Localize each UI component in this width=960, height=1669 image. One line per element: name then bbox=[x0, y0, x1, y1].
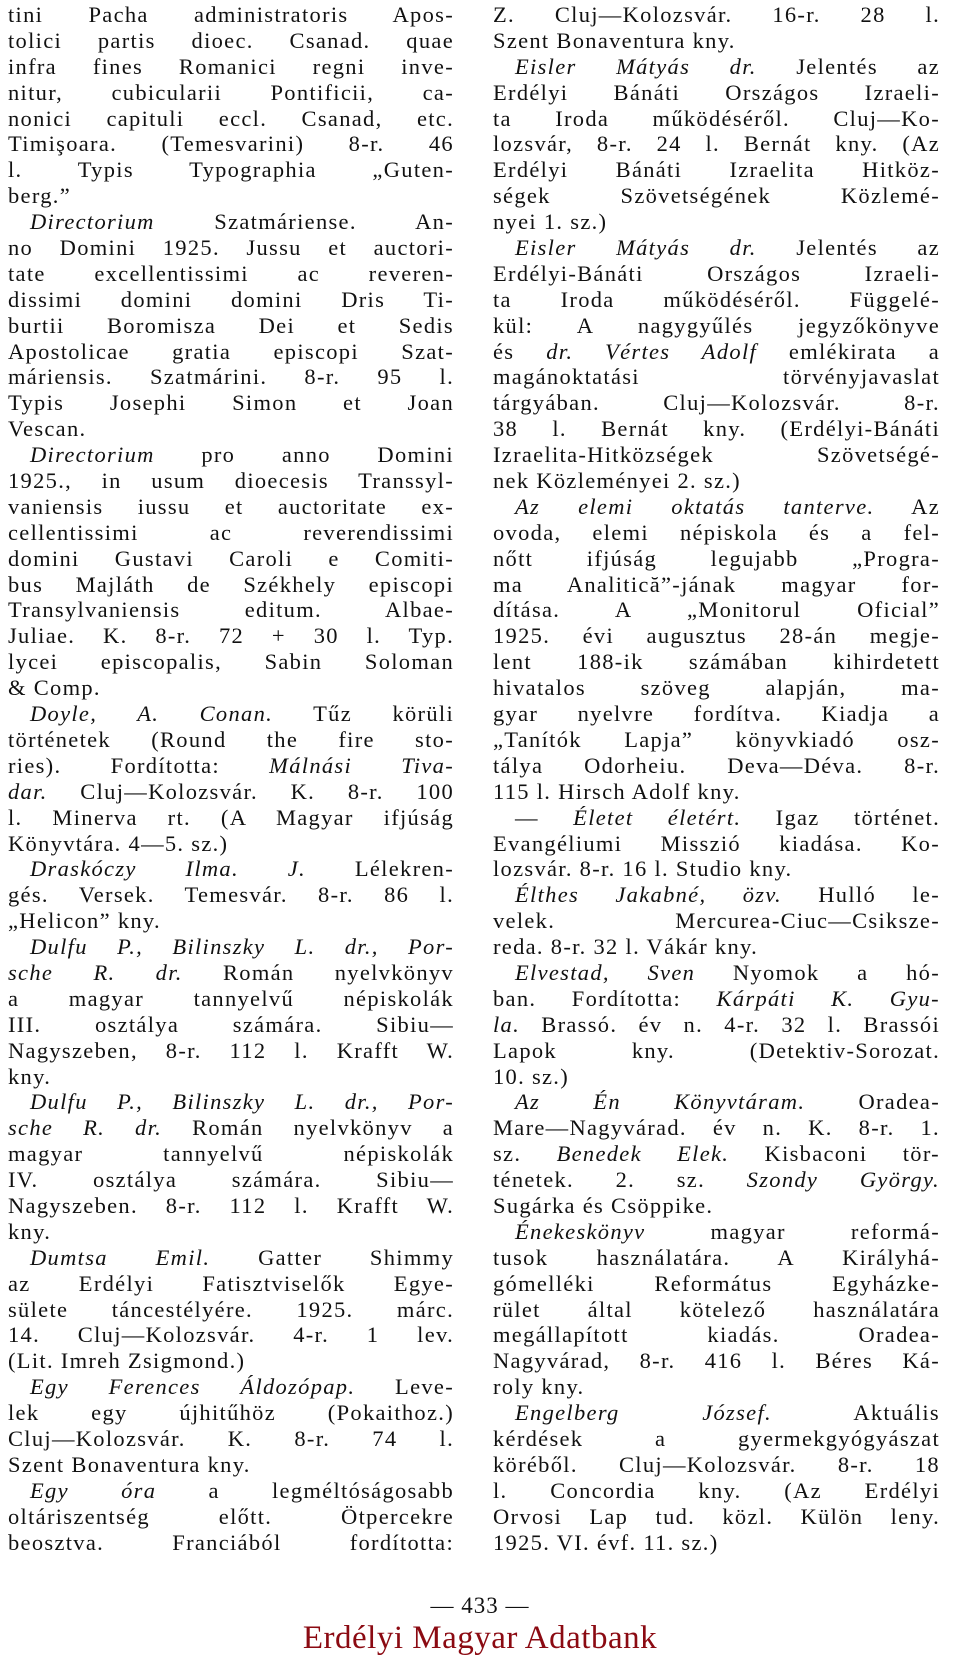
text-segment: ténetek. 2. sz. bbox=[493, 1167, 747, 1193]
text-segment: oltáriszentség előtt. Ötpercekre bbox=[8, 1503, 454, 1529]
text-segment: Tűz körüli bbox=[273, 701, 454, 727]
text-line bbox=[8, 106, 454, 132]
text-segment: kérdések a gyermekgyógyászat bbox=[493, 1425, 940, 1451]
italic-segment: dr. Vértes Adolf bbox=[546, 338, 758, 364]
text-line bbox=[493, 157, 940, 183]
text-line bbox=[8, 54, 454, 80]
text-segment: Gatter Shimmy bbox=[210, 1244, 454, 1270]
text-segment: Brassó. év n. 4-r. 32 l. Brassói bbox=[520, 1011, 940, 1037]
italic-segment: Szondy György. bbox=[746, 1167, 940, 1193]
text-line bbox=[8, 1530, 454, 1556]
text-segment: ban. Fordította: bbox=[493, 985, 717, 1011]
text-line bbox=[8, 287, 454, 313]
text-line bbox=[493, 597, 940, 623]
text-line bbox=[493, 1348, 940, 1374]
text-line bbox=[493, 856, 940, 882]
text-segment: Typis Josephi Simon et Joan bbox=[8, 390, 454, 416]
text-line bbox=[8, 1219, 454, 1245]
text-segment: infra fines Romanici regni inve- bbox=[8, 53, 454, 79]
italic-segment: Egy óra bbox=[30, 1477, 157, 1503]
text-line bbox=[493, 623, 940, 649]
text-segment: dítása. A „Monitorul Oficial” bbox=[493, 597, 940, 623]
text-line bbox=[493, 701, 940, 727]
text-segment: ta Iroda működéséről. Függelé- bbox=[493, 286, 940, 312]
text-segment: Szent Bonaventura kny. bbox=[8, 1451, 251, 1477]
text-line bbox=[493, 546, 940, 572]
text-segment: Orvosi Lap tud. közl. Külön leny. bbox=[493, 1503, 940, 1529]
text-segment: dissimi domini domini Dris Ti- bbox=[8, 286, 454, 312]
text-line bbox=[8, 960, 454, 986]
text-line bbox=[8, 546, 454, 572]
text-segment: (Lit. Imreh Zsigmond.) bbox=[8, 1348, 246, 1374]
text-line bbox=[8, 1193, 454, 1219]
text-line bbox=[8, 623, 454, 649]
text-segment: Izraelita-Hitközségek Szövetségé- bbox=[493, 442, 940, 468]
text-line bbox=[493, 1452, 940, 1478]
text-segment: Z. Cluj—Kolozsvár. 16-r. 28 l. bbox=[493, 2, 940, 27]
text-line bbox=[8, 209, 454, 235]
text-segment: Oradea- bbox=[805, 1089, 940, 1115]
text-line bbox=[493, 934, 940, 960]
text-line bbox=[8, 986, 454, 1012]
text-segment: Román nyelvkönyv a bbox=[162, 1115, 454, 1141]
text-segment: Könyvtára. 4—5. sz.) bbox=[8, 830, 229, 856]
text-line bbox=[8, 1322, 454, 1348]
text-segment: tini Pacha administratoris Apos- bbox=[8, 2, 454, 27]
text-line bbox=[493, 986, 940, 1012]
text-segment: ovoda, elemi népiskola és a fel- bbox=[493, 519, 940, 545]
text-segment: köréből. Cluj—Kolozsvár. 8-r. 18 bbox=[493, 1451, 940, 1477]
italic-segment: Egy Ferences Áldozópap. bbox=[30, 1374, 356, 1400]
text-segment: magyar reformá- bbox=[645, 1218, 940, 1244]
text-line bbox=[8, 649, 454, 675]
text-line bbox=[493, 209, 940, 235]
text-segment: Apostolicae gratia episcopi Szat- bbox=[8, 338, 454, 364]
text-line bbox=[8, 779, 454, 805]
text-line bbox=[8, 1167, 454, 1193]
text-line bbox=[493, 416, 940, 442]
text-segment: 115 l. Hirsch Adolf kny. bbox=[493, 778, 741, 804]
text-segment: Juliae. K. 8-r. 72 + 30 l. Typ. bbox=[8, 623, 454, 649]
italic-segment: Dumtsa Emil. bbox=[30, 1244, 211, 1270]
text-segment: lozsvár, 8-r. 24 l. Bernát kny. (Az bbox=[493, 131, 940, 157]
text-line bbox=[493, 1167, 940, 1193]
italic-segment: Dulfu P., Bilinszky L. dr., Por- bbox=[30, 934, 454, 960]
text-line bbox=[8, 1452, 454, 1478]
text-segment: 10. sz.) bbox=[493, 1063, 570, 1089]
text-segment: Nagyszeben, 8-r. 112 l. Krafft W. bbox=[8, 1037, 454, 1063]
italic-segment: Málnási Tiva- bbox=[269, 752, 454, 778]
text-segment: l. Minerva rt. (A Magyar ifjúság bbox=[8, 804, 454, 830]
text-line bbox=[8, 1478, 454, 1504]
text-segment: máriensis. Szatmárini. 8-r. 95 l. bbox=[8, 364, 454, 390]
text-segment: — bbox=[515, 804, 574, 830]
text-line bbox=[493, 364, 940, 390]
italic-segment: Énekeskönyv bbox=[515, 1218, 646, 1244]
text-line bbox=[8, 727, 454, 753]
text-line bbox=[493, 1141, 940, 1167]
text-line bbox=[493, 649, 940, 675]
text-segment: ségek Szövetségének Közlemé- bbox=[493, 183, 940, 209]
text-segment: az Erdélyi Fatisztviselők Egye- bbox=[8, 1270, 454, 1296]
text-segment: Aktuális bbox=[771, 1400, 940, 1426]
text-segment: Jelentés az bbox=[756, 53, 940, 79]
text-line bbox=[8, 572, 454, 598]
text-segment: nitur, cubicularii Pontificii, ca- bbox=[8, 79, 454, 105]
text-line bbox=[493, 1426, 940, 1452]
text-line bbox=[8, 468, 454, 494]
text-line bbox=[493, 779, 940, 805]
text-line bbox=[8, 520, 454, 546]
text-line bbox=[8, 416, 454, 442]
text-segment: Erdélyi Bánáti Országos Izraeli- bbox=[493, 79, 940, 105]
text-line bbox=[493, 287, 940, 313]
text-segment: III. osztálya számára. Sibiu— bbox=[8, 1011, 454, 1037]
text-segment: emlékirata a bbox=[757, 338, 940, 364]
text-line bbox=[493, 1038, 940, 1064]
text-line bbox=[8, 908, 454, 934]
text-line bbox=[8, 1348, 454, 1374]
text-segment: Sugárka és Csöppike. bbox=[493, 1192, 714, 1218]
right-column bbox=[493, 2, 940, 1555]
text-segment: a legméltóságosabb bbox=[156, 1477, 454, 1503]
text-segment: Szent Bonaventura kny. bbox=[493, 27, 736, 53]
text-line bbox=[493, 339, 940, 365]
text-line bbox=[493, 1504, 940, 1530]
text-line bbox=[8, 1089, 454, 1115]
text-line bbox=[8, 183, 454, 209]
text-line bbox=[8, 157, 454, 183]
text-segment: l. Concordia kny. (Az Erdélyi bbox=[493, 1477, 940, 1503]
text-segment: cellentissimi ac reverendissimi bbox=[8, 519, 454, 545]
text-line bbox=[8, 261, 454, 287]
text-segment: l. Typis Typographia „Guten- bbox=[8, 157, 454, 183]
text-line bbox=[8, 597, 454, 623]
text-line bbox=[8, 934, 454, 960]
text-line bbox=[8, 701, 454, 727]
text-line bbox=[493, 675, 940, 701]
text-line bbox=[493, 1115, 940, 1141]
text-line bbox=[8, 131, 454, 157]
page-number: — 433 — bbox=[430, 1593, 530, 1618]
left-column bbox=[8, 2, 454, 1555]
text-segment: kny. bbox=[8, 1218, 52, 1244]
text-line bbox=[493, 1245, 940, 1271]
italic-segment: Draskóczy Ilma. J. bbox=[30, 856, 306, 882]
text-segment: Mare—Nagyvárad. év n. K. 8-r. 1. bbox=[493, 1115, 940, 1141]
text-line bbox=[493, 753, 940, 779]
text-line bbox=[8, 1245, 454, 1271]
text-line bbox=[493, 106, 940, 132]
text-line bbox=[8, 442, 454, 468]
text-line bbox=[8, 1271, 454, 1297]
text-line bbox=[8, 494, 454, 520]
text-segment: berg.” bbox=[8, 183, 71, 209]
text-line bbox=[8, 80, 454, 106]
text-segment: IV. osztálya számára. Sibiu— bbox=[8, 1167, 454, 1193]
text-line bbox=[493, 831, 940, 857]
italic-segment: Directorium bbox=[30, 442, 155, 468]
text-line bbox=[8, 339, 454, 365]
italic-segment: Directorium bbox=[30, 209, 155, 235]
text-line bbox=[493, 313, 940, 339]
italic-segment: Doyle, A. Conan. bbox=[30, 701, 274, 727]
text-segment: Igaz történet. bbox=[741, 804, 940, 830]
text-segment: 14. Cluj—Kolozsvár. 4-r. 1 lev. bbox=[8, 1322, 454, 1348]
text-segment: Román nyelvkönyv bbox=[182, 959, 454, 985]
text-segment: lent 188-ik számában kihirdetett bbox=[493, 649, 940, 675]
text-segment: Hulló le- bbox=[781, 882, 940, 908]
text-segment: magyar tannyelvű népiskolák bbox=[8, 1141, 454, 1167]
text-segment: tolici partis dioec. Csanad. quae bbox=[8, 27, 454, 53]
text-line bbox=[8, 1374, 454, 1400]
text-line bbox=[8, 1426, 454, 1452]
text-segment: tálya Odorheiu. Deva—Déva. 8-r. bbox=[493, 752, 940, 778]
text-line bbox=[493, 1322, 940, 1348]
text-segment: Erdélyi Bánáti Izraelita Hitköz- bbox=[493, 157, 940, 183]
text-line bbox=[8, 1297, 454, 1323]
text-segment: rület által kötelező használatára bbox=[493, 1296, 940, 1322]
text-segment: „Helicon” kny. bbox=[8, 908, 161, 934]
text-segment: bus Majláth de Székhely episcopi bbox=[8, 571, 454, 597]
text-segment: tusok használatára. A Királyhá- bbox=[493, 1244, 940, 1270]
text-segment: magánoktatási törvényjavaslat bbox=[493, 364, 940, 390]
italic-segment: Benedek Elek. bbox=[556, 1141, 730, 1167]
text-segment: lek egy újhitűhöz (Pokaithoz.) bbox=[8, 1400, 454, 1426]
italic-segment: Életet életért. bbox=[573, 804, 742, 830]
text-segment: Cluj—Kolozsvár. K. 8-r. 74 l. bbox=[8, 1425, 454, 1451]
text-line bbox=[8, 856, 454, 882]
text-segment: Transylvaniensis editum. Albae- bbox=[8, 597, 454, 623]
text-segment: Szatmáriense. An- bbox=[154, 209, 454, 235]
text-segment: Leve- bbox=[355, 1374, 454, 1400]
text-segment: reda. 8-r. 32 l. Vákár kny. bbox=[493, 934, 759, 960]
text-line bbox=[493, 572, 940, 598]
text-segment: no Domini 1925. Jussu et auctori- bbox=[8, 235, 454, 261]
text-line bbox=[8, 805, 454, 831]
text-segment: & Comp. bbox=[8, 675, 101, 701]
text-line bbox=[8, 882, 454, 908]
text-line bbox=[493, 183, 940, 209]
text-line bbox=[8, 1141, 454, 1167]
text-segment: hivatalos szöveg alapján, ma- bbox=[493, 675, 940, 701]
text-segment: Nyomok a hó- bbox=[695, 959, 940, 985]
text-segment: sülete táncestélyére. 1925. márc. bbox=[8, 1296, 454, 1322]
text-line bbox=[493, 28, 940, 54]
text-line bbox=[493, 442, 940, 468]
text-segment: ma Analitică”-jának magyar for- bbox=[493, 571, 940, 597]
text-segment: lozsvár. 8-r. 16 l. Studio kny. bbox=[493, 856, 793, 882]
text-line bbox=[493, 390, 940, 416]
text-line bbox=[493, 805, 940, 831]
text-line bbox=[493, 1193, 940, 1219]
text-line bbox=[493, 908, 940, 934]
text-segment: kny. bbox=[8, 1063, 52, 1089]
text-segment: Lapok kny. (Detektiv-Sorozat. bbox=[493, 1037, 940, 1063]
text-line bbox=[493, 2, 940, 28]
text-segment: a magyar tannyelvű népiskolák bbox=[8, 985, 454, 1011]
text-line bbox=[8, 1400, 454, 1426]
italic-segment: sche R. dr. bbox=[8, 959, 183, 985]
text-line bbox=[8, 753, 454, 779]
italic-segment: sche R. dr. bbox=[8, 1115, 163, 1141]
text-segment: lycei episcopalis, Sabin Soloman bbox=[8, 649, 454, 675]
text-line bbox=[8, 235, 454, 261]
text-line bbox=[8, 1504, 454, 1530]
italic-segment: Dulfu P., Bilinszky L. dr., Por- bbox=[30, 1089, 454, 1115]
text-segment: domini Gustavi Caroli e Comiti- bbox=[8, 545, 454, 571]
text-segment: burtii Boromisza Dei et Sedis bbox=[8, 312, 454, 338]
text-segment: ries). Fordította: bbox=[8, 752, 270, 778]
text-segment: 1925. évi augusztus 28-án megje- bbox=[493, 623, 940, 649]
text-segment: 38 l. Bernát kny. (Erdélyi-Bánáti bbox=[493, 416, 940, 442]
text-line bbox=[493, 80, 940, 106]
text-line bbox=[8, 28, 454, 54]
text-segment: megállapított kiadás. Oradea- bbox=[493, 1322, 940, 1348]
text-segment: gés. Versek. Temesvár. 8-r. 86 l. bbox=[8, 882, 454, 908]
text-segment: nonici capituli eccl. Csanad, etc. bbox=[8, 105, 454, 131]
text-segment: kül: A nagygyűlés jegyzőkönyve bbox=[493, 312, 940, 338]
text-segment: ta Iroda működéséről. Cluj—Ko- bbox=[493, 105, 940, 131]
text-line bbox=[8, 1115, 454, 1141]
text-line bbox=[493, 1219, 940, 1245]
text-line bbox=[493, 1478, 940, 1504]
text-line bbox=[8, 675, 454, 701]
text-line bbox=[8, 2, 454, 28]
text-line bbox=[8, 390, 454, 416]
text-line bbox=[493, 882, 940, 908]
text-segment: tate excellentissimi ac reveren- bbox=[8, 260, 454, 286]
text-segment: pro anno Domini bbox=[154, 442, 454, 468]
text-line bbox=[493, 468, 940, 494]
text-line bbox=[493, 1530, 940, 1556]
italic-segment: Elvestad, Sven bbox=[515, 959, 696, 985]
text-segment: Cluj—Kolozsvár. K. 8-r. 100 bbox=[47, 778, 454, 804]
text-line bbox=[493, 1374, 940, 1400]
text-line bbox=[493, 1089, 940, 1115]
text-line bbox=[493, 235, 940, 261]
text-line bbox=[8, 1064, 454, 1090]
text-line bbox=[8, 1012, 454, 1038]
text-line bbox=[8, 1038, 454, 1064]
text-line bbox=[8, 313, 454, 339]
text-line bbox=[493, 1271, 940, 1297]
text-line bbox=[493, 1064, 940, 1090]
italic-segment: Kárpáti K. Gyu- bbox=[716, 985, 940, 1011]
text-segment: beosztva. Franciából fordította: bbox=[8, 1529, 454, 1555]
text-segment: történetek (Round the fire sto- bbox=[8, 726, 454, 752]
italic-segment: Az elemi oktatás tanterve. bbox=[515, 493, 875, 519]
text-segment: tárgyában. Cluj—Kolozsvár. 8-r. bbox=[493, 390, 940, 416]
text-segment: gyar nyelvre fordítva. Kiadja a bbox=[493, 701, 940, 727]
italic-segment: la. bbox=[493, 1011, 521, 1037]
text-segment: Az bbox=[874, 493, 940, 519]
italic-segment: Eisler Mátyás dr. bbox=[515, 53, 757, 79]
text-line bbox=[493, 54, 940, 80]
text-segment: Nagyvárad, 8-r. 416 l. Béres Ká- bbox=[493, 1348, 940, 1374]
text-segment: Nagyszeben. 8-r. 112 l. Krafft W. bbox=[8, 1192, 454, 1218]
text-segment: Evangéliumi Misszió kiadása. Ko- bbox=[493, 830, 940, 856]
text-line bbox=[493, 1297, 940, 1323]
text-segment: sz. bbox=[493, 1141, 557, 1167]
text-segment: Vescan. bbox=[8, 416, 87, 442]
text-segment: „Tanítók Lapja” könyvkiadó osz- bbox=[493, 726, 940, 752]
italic-segment: Az Én Könyvtáram. bbox=[515, 1089, 806, 1115]
text-line bbox=[493, 520, 940, 546]
text-segment: Lélekren- bbox=[305, 856, 454, 882]
text-line bbox=[493, 131, 940, 157]
text-line bbox=[493, 1012, 940, 1038]
text-segment: velek. Mercurea-Ciuc—Csiksze- bbox=[493, 908, 940, 934]
text-segment: nek Közleményei 2. sz.) bbox=[493, 468, 741, 494]
text-segment: nyei 1. sz.) bbox=[493, 209, 608, 235]
italic-segment: Élthes Jakabné, özv. bbox=[515, 882, 782, 908]
text-segment: Erdélyi-Bánáti Országos Izraeli- bbox=[493, 260, 940, 286]
text-segment: Jelentés az bbox=[756, 235, 940, 261]
italic-segment: dar. bbox=[8, 778, 48, 804]
text-segment: és bbox=[493, 338, 547, 364]
text-segment: 1925. VI. évf. 11. sz.) bbox=[493, 1529, 719, 1555]
text-segment: nőtt ifjúság legujabb „Progra- bbox=[493, 545, 940, 571]
site-footer-title: Erdélyi Magyar Adatbank bbox=[302, 1620, 658, 1656]
text-segment: Kisbaconi tör- bbox=[729, 1141, 940, 1167]
text-segment: gómelléki Református Egyházke- bbox=[493, 1270, 940, 1296]
text-segment: Timişoara. (Temesvarini) 8-r. 46 bbox=[8, 131, 454, 157]
text-line bbox=[493, 494, 940, 520]
text-line bbox=[8, 831, 454, 857]
text-line bbox=[493, 1400, 940, 1426]
text-segment: 1925., in usum dioecesis Transsyl- bbox=[8, 468, 454, 494]
text-line bbox=[493, 727, 940, 753]
text-line bbox=[493, 960, 940, 986]
italic-segment: Eisler Mátyás dr. bbox=[515, 235, 757, 261]
text-segment: vaniensis iussu et auctoritate ex- bbox=[8, 493, 454, 519]
text-line bbox=[8, 364, 454, 390]
italic-segment: Engelberg József. bbox=[515, 1400, 772, 1426]
text-segment: roly kny. bbox=[493, 1374, 585, 1400]
text-line bbox=[493, 261, 940, 287]
